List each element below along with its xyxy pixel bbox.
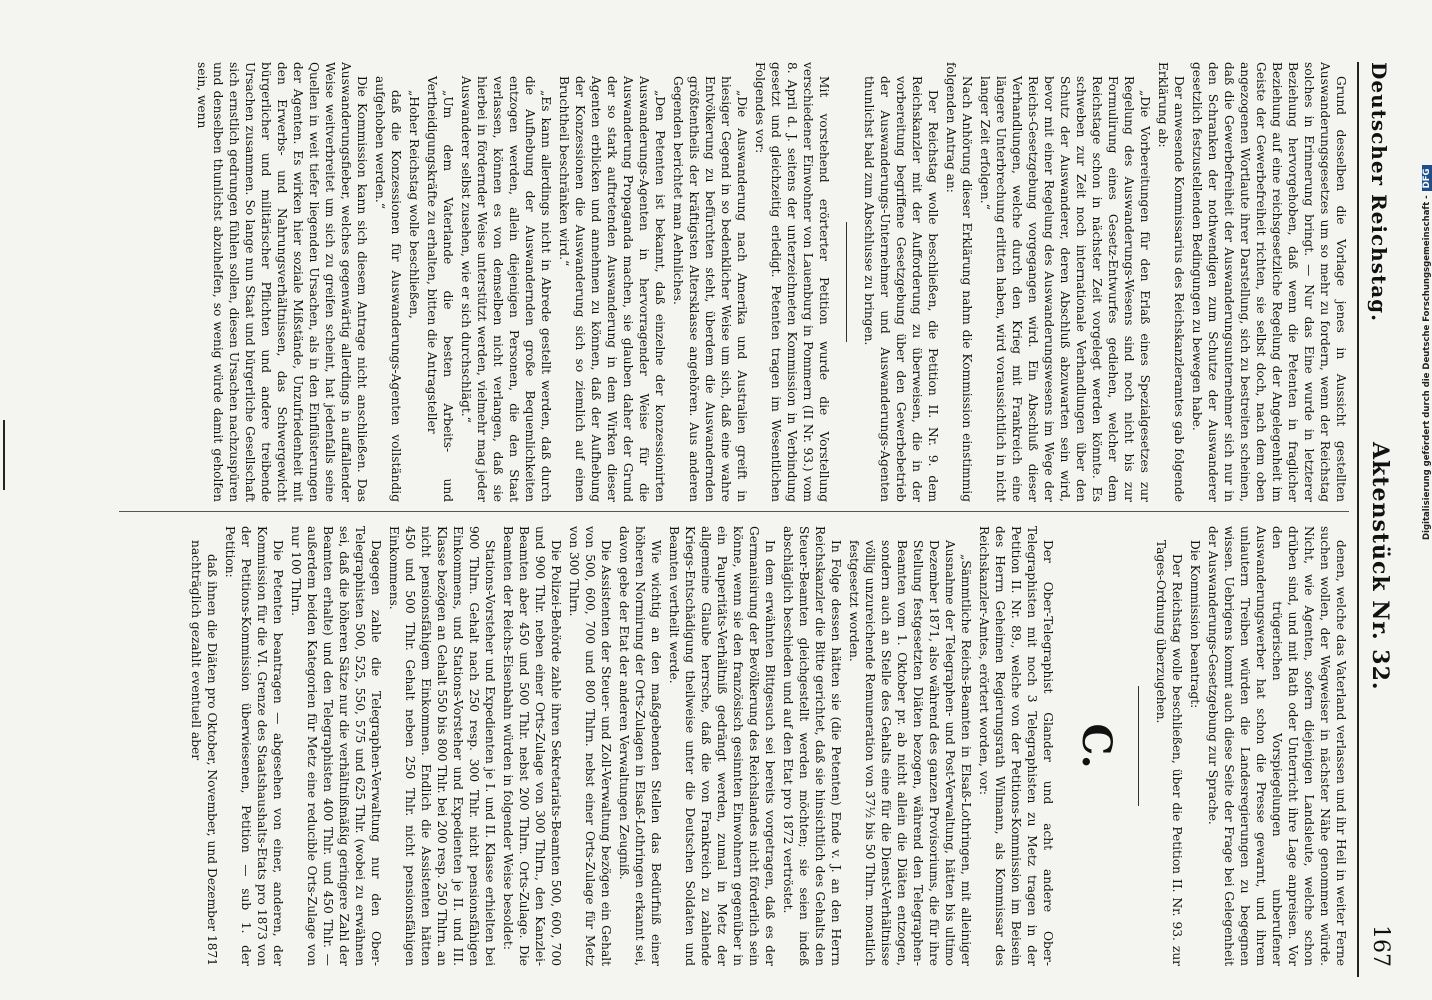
paragraph: Die Polizei-Behörde zahle ihren Sekretariats-Beamten 500, 600, 700 und 900 Thlr. neben einer Orts-Zulage von 300 Thlrn., den Kanzlei-Beamten aber 450 und 500 Thlr. nebst 200 Thlrn. Orts-Zulage. Die Beamten der Reichs-Eisenbahn würden in folgender Weise besoldet: — [501, 526, 563, 966]
motion-text: Der Reichstag wolle beschließen, über die Petition II. Nr. 93. zur Tages-Ordnung überzugehen. — [1154, 540, 1184, 966]
paragraph: In Folge dessen hätten sie (die Petenten) Ende v. J. an den Herrn Reichskanzler die Bitte gerichtet, daß sie hinsichtlich des Gehalts den Steuer-Beamten gleichgestellt werden möchten; sie seien indeß abschläglich beschieden und auf den Etat pro 1872 vertröstet. — [781, 526, 843, 966]
paragraph: Nach Anhörung dieser Erklärung nahm die Kommission einstimmig folgenden Antrag an: — [944, 62, 974, 502]
motion-text: Der Reichstag wolle beschließen, die Petition II. Nr. 9. dem Reichskanzler mit der Aufforderung zu überweisen, die in der vorbereitung begriffene Gesetzgebung über den Gewerbebetrieb der Auswanderungs-Unternehmer und Auswanderungs-Agenten thunlichst bald zum Abschlusse zu bringen. — [862, 76, 940, 502]
paragraph: Der anwesende Kommissarius des Reichskanzleramtes gab folgende Erklärung ab: — [1156, 62, 1186, 502]
quoted-statement: „Die Vorbereitungen für den Erlaß eines Spezialgesetzes zur Regelung des Auswanderungs-Wesens sind noch nicht bis zur Formulirung eines Gesetz-Entwurfes gediehen, welcher dem Reichstage schon in nächster Zeit vorgelegt werden könnte. Es schweben zur Zeit noch internationale Verhandlungen über den Schutz der Auswanderer, deren Abschluß abzuwarten sein wird, bevor mit einer Regelung des Auswanderungswesens im Wege der Reichs-Gesetzgebung vorgegangen wird. Ein Abschluß dieser Verhandlungen, welche durch den Krieg mit Frankreich eine längere Unterbrechung erlitten haben, wird voraussichtlich in nicht langer Zeit erfolgen.“ — [978, 76, 1152, 502]
paragraph: Dagegen zahle die Telegraphen-Verwaltung nur den Ober-Telegraphisten 500, 525, 550, 575 und 625 Thlr. (wobei zu erwähnen sei, daß die höheren Sätze nur die verhältnißmäßig geringere Zahl der Beamten erhalte) und den Telegraphisten 400 Thlr. und 450 Thlr. — außerdem beiden Kategorien für Metz eine reducible Orts-Zulage von nur 100 Thlrn. — [289, 526, 383, 966]
paragraph: Die Assistenten der Steuer- und Zoll-Verwaltung bezögen ein Gehalt von 500, 600, 700 und 800 Thlrn. nebst einer Orts-Zulage für Metz von 300 Thlrn. — [567, 526, 613, 966]
publication-title: Deutscher Reichstag. — [1367, 62, 1391, 323]
paragraph: Wie wichtig an den maßgebenden Stellen das Bedürfniß einer höheren Normirung der Orts-Zulagen in Elsaß-Lothringen erkannt sei, davon gebe der Etat der anderen Verwaltungen Zeugniß. — [617, 526, 663, 966]
page-number: 167 — [1368, 925, 1393, 967]
section-divider — [846, 222, 847, 342]
quoted-statement: „Hoher Reichstag wolle beschließen, — [407, 90, 421, 319]
page-header — [1357, 62, 1395, 977]
quoted-statement: daß die Konzessionen für Auswanderungs-Agenten vollständig aufgehoben werden.“ — [373, 76, 403, 502]
paragraph: Die Kommission kann sich diesem Antrage nicht anschließen. Das Auswanderungsfieber, welches gegenwärtig allerdings in auffallender Weise weitverbreitet um sich zu greifen scheint, hat jedenfalls seine Quellen in weit tiefer liegenden Ursachen, als in den Einflüsterungen der Agenten. Es wirken hier soziale Mißstände, Unzufriedenheit mit den Erwerbs- und Nahrungsverhältnissen, das Schwergewicht bürgerlicher und militärischer Pflichten und andere treibende Ursachen zusammen. So lange nun Staat und bürgerliche Gesellschaft sich ernstlich gedrungen fühlen sollen, diesen Ursachen nachzuspüren und denselben thunlichst abzuhelfen, so wenig würde damit geholfen sein, wenn — [195, 62, 369, 502]
document-page — [105, 52, 1405, 992]
quoted-statement: „Den Petenten ist bekannt, daß einzelne der konzessionirten Auswanderungs-Agenten in hervorragender Weise für die Auswanderung Propaganda machen, sie glauben daher der Grund der so stark auftretenden Auswanderung in dem Wirken dieser Agenten erblicken und annehmen zu können, daß der Aufhebung der Konzessionen die Auswanderung sich so ziemlich auf einen Bruchtheil beschränken wird.“ — [557, 76, 667, 502]
motion-text: daß ihnen die Diäten pro Oktober, November, und Dezember 1871 nachträglich gezahlt eventuell aber — [189, 540, 219, 966]
paragraph: Grund desselben die Vorlage jenes in Aussicht gestellten Auswanderungsgesetzes um so mehr zu fordern, wenn der Reichstag solches in Erinnerung bringt. — Nur das Eine wurde in letzterer Beziehung hervorgehoben, daß wenn die Petenten in fraglicher Beziehung auf eine reichsgesetzliche Regelung der Angelegenheit im Geiste der Gewerbefreiheit richten, sie selbst doch, nach dem oben angezogenen Wortlaute ihrer Darstellung, sich zu bestreiten scheinen, daß die Gewerbefreiheit der Auswanderungsunternehmer sich nur in den Schranken der nothwendigen zum Schutze der Auswanderer gesetzlich festzustellenden Bedingungen zu bewegen habe. — [1190, 62, 1348, 502]
section-letter: C. — [1073, 723, 1120, 769]
document-number: Aktenstück Nr. 32. — [1367, 442, 1393, 691]
quoted-statement: „Sämmtliche Reichs-Beamten in Elsaß-Lothringen, mit alleiniger Ausnahme der Telegraphen- und Post-Verwaltung, hätten bis ultimo Dezember 1871, also während des ganzen Provisoriums, die für ihre Stellung festgesetzten Diäten bezogen, während den Telegraphen-Beamten vom 1. Oktober pr. ab nicht allein die Diäten entzogen, sondern auch an Stelle des Gehalts eine für die Dienst-Verhältnisse völlig unzureichende Remuneration von 37½ bis 50 Thlrn. monatlich festgesetzt worden. — [847, 540, 973, 966]
paragraph: In dem erwähnten Bittgesuch sei bereits vorgetragen, daß es der Germanisirung der Bevölkerung des Reichslandes nicht förderlich sein könne, wenn sie den französisch gesinnten Einwohnern gegenüber in ein Pauperitäts-Verhältniß gedrängt werden, zumal in Metz der allgemeine Glaube herrsche, daß die von Frankreich zu zahlende Kriegs-Entschädigung theilweise unter die Deutschen Soldaten und Beamten vertheilt werde. — [667, 526, 777, 966]
digitization-credit — [1422, 165, 1432, 540]
left-column — [119, 62, 1349, 502]
dfg-logo: DFG — [1422, 165, 1432, 191]
credit-text: Digitalisierung gefördert durch die Deutsche Forschungsgemeinschaft - — [1422, 195, 1432, 540]
right-column — [119, 526, 1349, 966]
quoted-statement: „Um dem Vaterlande die besten Arbeits- und Vertheidigungskräfte zu erhalten, bitten die Antragsteller — [425, 76, 455, 502]
paragraph: Die Kommission beantragt: — [1188, 540, 1202, 709]
scan-edge-mark — [3, 420, 5, 490]
paragraph: denen, welche das Vaterland verlassen und ihr Heil in weiter Ferne suchen wollen, der Wegweiser in nächster Nähe genommen würde. Nicht, wie Agenten, sofern diejenigen Landsleute, welche schon drüben sind, und mit Rath oder Unterricht ihre Lage anpreisen. Vor den trügerischen Vorspiegelungen unberufener Auswanderungswerber hat schon die Presse gewarnt, und ihrem unlautern Treiben würden die Landesregierungen zu begegnen wissen. Uebrigens kommt auch diese Seite der Frage bei Gelegenheit der Auswanderungs-Gesetzgebung zur Sprache. — [1206, 526, 1348, 966]
section-divider — [1138, 686, 1139, 806]
quoted-statement: „Die Auswanderung nach Amerika und Australien greift in hiesiger Gegend in so bedenklicher Weise um sich, daß eine wahre Entvölkerung zu befürchten steht, überdem die Auswandernden größtentheils der kräftigsten Altersklasse angehören. Aus anderen Gegenden berichtet man Aehnliches. — [671, 76, 749, 502]
quoted-statement: „Es kann allerdings nicht in Abrede gestellt werden, daß durch die Aufhebung der Auswandernden große Bequemlichkeiten entzogen werden, allein diejenigen Personen, die den Staat verlassen, können es von demselben nicht verlangen, daß sie hierbei in fördernder Weise unterstützt werden, vielmehr mag jeder Auswanderer selbst zusehen, wie er sich durchschlägt.“ — [459, 76, 553, 502]
paragraph: Die Petenten beantragen — abgesehen von einer, anderen, der Kommission für die VI. Grenze des Staatshaushalts-Etats pro 1873 von der Petitions-Kommission überwiesenen, Petition — sub 1. der Petition: — [223, 526, 285, 966]
paragraph: Mit vorstehend erörterter Petition wurde die Vorstellung verschiedener Einwohner von Lauenburg in Pommern (II Nr. 93.) vom 8. April d. J. seitens der unterzeichneten Kommission in Verbindung gesetzt und gleichzeitig erledigt. Petenten tragen im Wesentlichen Folgendes vor: — [753, 62, 831, 502]
paragraph: Der Ober-Telegraphist Glander und acht andere Ober-Telegraphisten mit noch 3 Telegraphisten zu Metz tragen in der Petition II. Nr. 89., welche von der Petitions-Kommission im Beisein des Herrn Geheimen Regierungsrath Wilmann, als Kommissar des Reichskanzler-Amtes, erörtert worden, vor: — [977, 526, 1055, 966]
column-divider — [119, 511, 1349, 512]
paragraph: Stations-Vorsteher und Expedienten je I. und II. Klasse erhielten bei 900 Thlrn. Gehalt nach 250 resp. 300 Thlr. nicht pensionsfähigen Einkommens, und Stations-Vorsteher und Expedienten je II. und III. Klasse bezögen an Gehalt 550 bis 800 Thlr. bei 200 resp. 250 Thlrn. an nicht pensionsfähigem Einkommen. Endlich die Assistenten hätten 450 und 500 Thlr. Gehalt neben 250 Thlr. nicht pensionsfähigen Einkommens. — [387, 526, 497, 966]
